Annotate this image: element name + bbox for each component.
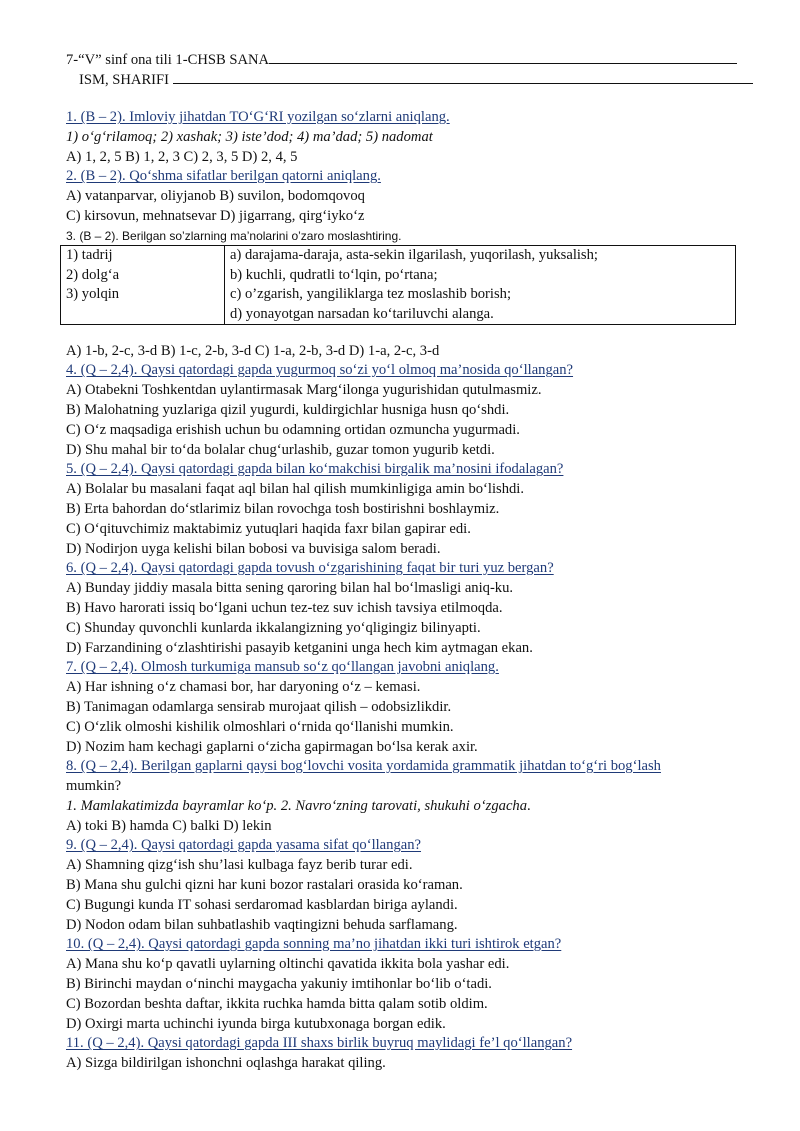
- question-4-option-b: B) Malohatning yuzlariga qizil yugurdi, kuldirgichlar husniga husn qo‘shdi.: [66, 402, 510, 418]
- table-left-cell: [61, 246, 225, 325]
- question-4-title: 4. (Q – 2,4). Qaysi qatordagi gapda yugurmoq so‘zi yo‘l olmoq ma’nosida qo‘llangan?: [66, 362, 574, 378]
- question-2-options-2: C) kirsovun, mehnatsevar D) jigarrang, qirg‘iyko‘z: [66, 208, 365, 224]
- question-7-option-c: C) O‘zlik olmoshi kishilik olmoshlari o‘rnida qo‘llanishi mumkin.: [66, 719, 454, 735]
- meaning-b: b) kuchli, qudratli to‘lqin, po‘rtana;: [230, 266, 438, 283]
- term-1: 1) tadrij: [66, 247, 113, 263]
- question-6-title: 6. (Q – 2,4). Qaysi qatordagi gapda tovush o‘zgarishining faqat bir turi yuz bergan?: [66, 560, 554, 576]
- question-9-option-a: A) Shamning qizg‘ish shu’lasi kulbaga fayz berib turar edi.: [66, 857, 413, 873]
- question-9-option-d: D) Nodon odam bilan suhbatlashib vaqtingizni behuda sarflamang.: [66, 917, 458, 933]
- question-8-title-cont: mumkin?: [66, 778, 122, 794]
- question-3-options: A) 1-b, 2-c, 3-d B) 1-c, 2-b, 3-d C) 1-a, 2-b, 3-d D) 1-a, 2-c, 3-d: [66, 343, 440, 359]
- meaning-d: d) yonayotgan narsadan ko‘tariluvchi alanga.: [230, 305, 494, 322]
- question-8-sentences-end: .: [527, 798, 531, 814]
- meaning-a: a) darajama-daraja, asta-sekin ilgarilash, yuqorilash, yuksalish;: [230, 247, 598, 263]
- question-4-option-c: C) O‘z maqsadiga erishish uchun bu odamning ortidan ozmuncha yugurmadi.: [66, 422, 520, 438]
- question-7-option-b: B) Tanimagan odamlarga sensirab murojaat qilish – odobsizlikdir.: [66, 699, 452, 715]
- header-line-1: [66, 49, 737, 70]
- question-4-option-d: D) Shu mahal bir to‘da bolalar chug‘urlashib, guzar tomon yugurib ketdi.: [66, 442, 495, 458]
- header-title: 7-“V” sinf ona tili 1-CHSB SANA: [66, 52, 270, 68]
- question-6-option-a: A) Bunday jiddiy masala bitta sening qaroring bilan hal bo‘lmasligi aniq-ku.: [66, 580, 514, 596]
- question-1-words: 1) o‘g‘rilamoq; 2) xashak; 3) iste’dod; 4) ma’dad; 5) nadomat: [66, 129, 433, 145]
- question-10-option-b: B) Birinchi maydan o‘ninchi maygacha yakuniy imtihonlar bo‘lib o‘tadi.: [66, 976, 492, 992]
- question-5-option-c: C) O‘qituvchimiz maktabimiz yutuqlari haqida faxr bilan gapirar edi.: [66, 521, 471, 537]
- question-9-option-b: B) Mana shu gulchi qizni har kuni bozor rastalari orasida ko‘raman.: [66, 877, 463, 893]
- name-blank[interactable]: [173, 69, 753, 84]
- term-3: 3) yolqin: [66, 286, 120, 302]
- table-row: [61, 246, 736, 325]
- question-7-option-d: D) Nozim ham kechagi gaplarni o‘zicha gapirmagan bo‘lsa kerak axir.: [66, 739, 478, 755]
- header-line-2: [79, 69, 753, 90]
- question-1-options: A) 1, 2, 5 B) 1, 2, 3 C) 2, 3, 5 D) 2, 4, 5: [66, 149, 298, 165]
- question-10-option-a: A) Mana shu ko‘p qavatli uylarning oltinchi qavatida ikkita bola yashar edi.: [66, 956, 510, 972]
- question-10-option-c: C) Bozordan beshta daftar, ikkita ruchka hamda bitta qalam sotib oldim.: [66, 996, 488, 1012]
- question-7-option-a: A) Har ishning o‘z chamasi bor, har daryoning o‘z – kemasi.: [66, 679, 421, 695]
- question-5-option-d: D) Nodirjon uyga kelishi bilan bobosi va buvisiga salom beradi.: [66, 541, 441, 557]
- question-6-option-c: C) Shunday quvonchli kunlarda ikkalangizning yo‘qligingiz bilinyapti.: [66, 620, 481, 636]
- question-8-title: 8. (Q – 2,4). Berilgan gaplarni qaysi bog‘lovchi vosita yordamida grammatik jihatdan to‘g‘ri bog‘lash: [66, 758, 661, 774]
- term-2: 2) dolg‘a: [66, 266, 120, 283]
- question-5-title: 5. (Q – 2,4). Qaysi qatordagi gapda bilan ko‘makchisi birgalik ma’nosini ifodalagan?: [66, 461, 564, 477]
- question-11-option-a: A) Sizga bildirilgan ishonchni oqlashga harakat qiling.: [66, 1055, 386, 1071]
- question-5-option-b: B) Erta bahordan do‘stlarimiz bilan rovochga tosh bostirishni boshlaymiz.: [66, 501, 500, 517]
- question-2-options-1: A) vatanparvar, oliyjanob B) suvilon, bodomqovoq: [66, 188, 365, 204]
- question-8-sentences: [66, 797, 531, 816]
- meaning-c: c) o’zgarish, yangiliklarga tez moslashib borish;: [230, 286, 511, 302]
- question-4-option-a: A) Otabekni Toshkentdan uylantirmasak Marg‘ilonga yugurishidan qutulmasmiz.: [66, 382, 542, 398]
- question-5-option-a: A) Bolalar bu masalani faqat aql bilan hal qilish mumkinligiga amin bo‘lishdi.: [66, 481, 524, 497]
- question-7-title: 7. (Q – 2,4). Olmosh turkumiga mansub so‘z qo‘llangan javobni aniqlang.: [66, 659, 499, 675]
- question-2-title: 2. (B – 2). Qo‘shma sifatlar berilgan qatorni aniqlang.: [66, 168, 381, 184]
- question-10-option-d: D) Oxirgi marta uchinchi iyunda birga kutubxonaga borgan edik.: [66, 1016, 446, 1032]
- question-9-option-c: C) Bugungi kunda IT sohasi serdaromad kasblardan biriga aylandi.: [66, 897, 458, 913]
- question-8-options: A) toki B) hamda C) balki D) lekin: [66, 818, 272, 834]
- matching-table: [60, 245, 736, 325]
- question-1-title: 1. (B – 2). Imloviy jihatdan TO‘G‘RI yozilgan so‘zlarni aniqlang.: [66, 109, 450, 125]
- question-6-option-b: B) Havo harorati issiq bo‘lgani uchun tez-tez suv ichish tavsiya etilmoqda.: [66, 600, 503, 616]
- question-9-title: 9. (Q – 2,4). Qaysi qatordagi gapda yasama sifat qo‘llangan?: [66, 837, 422, 853]
- question-8-sentences-text: 1. Mamlakatimizda bayramlar ko‘p. 2. Navro‘zning tarovati, shukuhi o‘zgacha: [66, 798, 528, 814]
- date-blank[interactable]: [269, 49, 737, 64]
- question-6-option-d: D) Farzandining o‘zlashtirishi pasayib ketganini unga hech kim aytmagan ekan.: [66, 640, 533, 656]
- question-11-title: 11. (Q – 2,4). Qaysi qatordagi gapda III shaxs birlik buyruq maylidagi fe’l qo‘llangan?: [66, 1035, 573, 1051]
- question-10-title: 10. (Q – 2,4). Qaysi qatordagi gapda sonning ma’no jihatdan ikki turi ishtirok etgan?: [66, 936, 562, 952]
- question-3-title: 3. (B – 2). Berilgan so’zlarning ma’nolarini o’zaro moslashtiring.: [66, 229, 402, 243]
- name-label: ISM, SHARIFI: [79, 72, 170, 88]
- table-right-cell: [225, 246, 736, 325]
